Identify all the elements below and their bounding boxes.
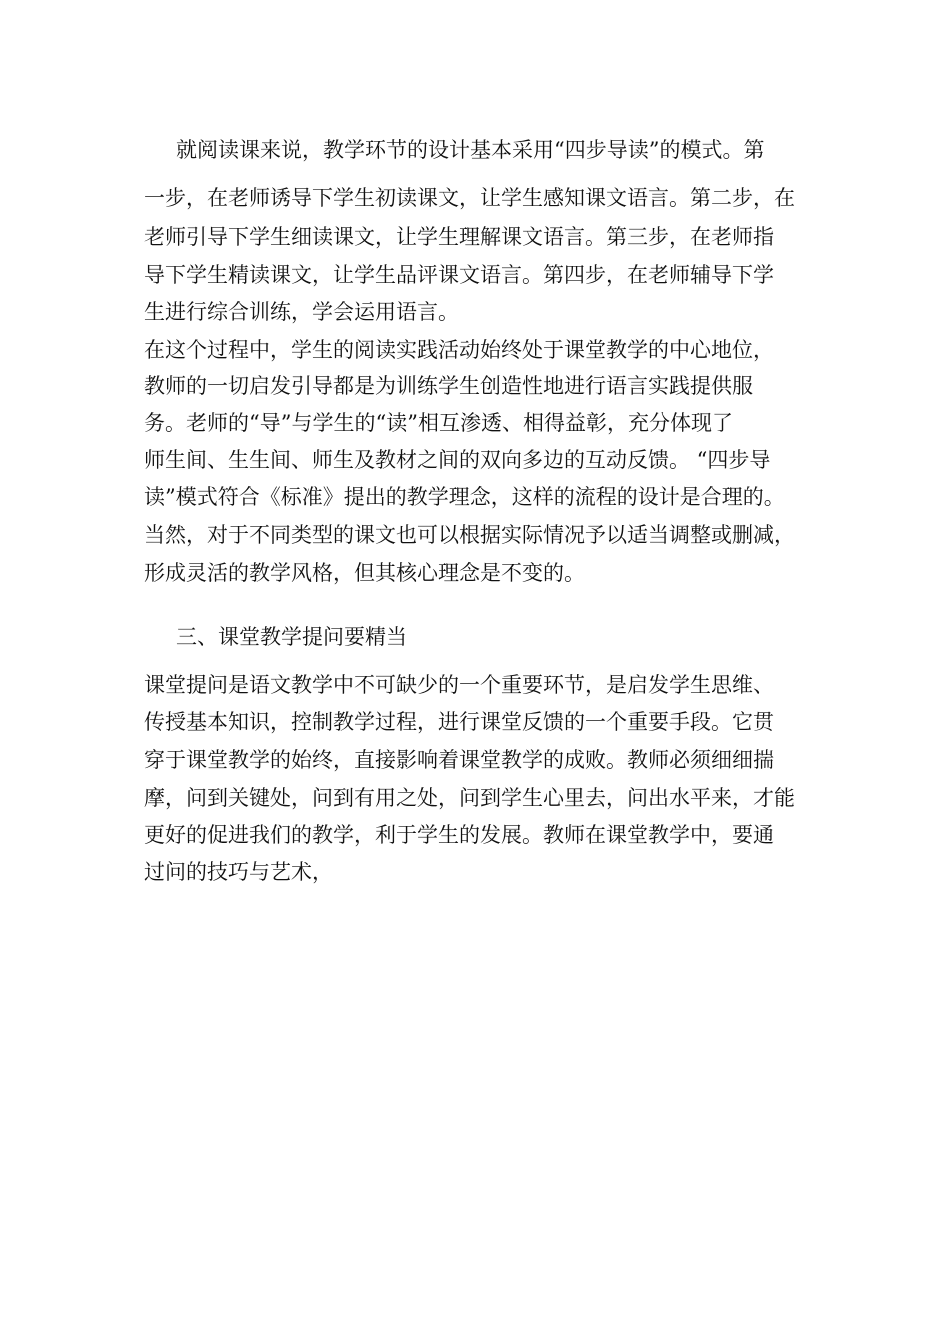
paragraph-1-line-1: 就阅读课来说，教学环节的设计基本采用“四步导读”的模式。第	[176, 138, 765, 162]
section-heading: 三、课堂教学提问要精当	[176, 625, 407, 649]
paragraph-1-line-4: 导下学生精读课文，让学生品评课文语言。第四步，在老师辅导下学	[144, 263, 774, 287]
paragraph-2-line-7: 形成灵活的教学风格，但其核心理念是不变的。	[144, 561, 585, 585]
paragraph-3-line-6: 过问的技巧与艺术，	[144, 860, 333, 884]
paragraph-3-line-3: 穿于课堂教学的始终，直接影响着课堂教学的成败。教师必须细细揣	[144, 748, 774, 772]
paragraph-2-line-4: 师生间、生生间、师生及教材之间的双向多边的互动反馈。 “四步导	[144, 448, 771, 472]
paragraph-2-line-1: 在这个过程中，学生的阅读实践活动始终处于课堂教学的中心地位，	[144, 338, 774, 362]
paragraph-1-line-2: 一步，在老师诱导下学生初读课文，让学生感知课文语言。第二步，在	[144, 186, 795, 210]
paragraph-3-line-2: 传授基本知识，控制教学过程，进行课堂反馈的一个重要手段。它贯	[144, 710, 774, 734]
paragraph-2-line-3: 务。老师的“导”与学生的“读”相互渗透、相得益彰，充分体现了	[144, 411, 733, 435]
paragraph-2-line-5: 读”模式符合《标准》提出的教学理念，这样的流程的设计是合理的。	[144, 485, 785, 509]
paragraph-3-line-5: 更好的促进我们的教学，利于学生的发展。教师在课堂教学中，要通	[144, 823, 774, 847]
paragraph-2-line-6: 当然，对于不同类型的课文也可以根据实际情况予以适当调整或删减，	[144, 523, 795, 547]
paragraph-1-line-3: 老师引导下学生细读课文，让学生理解课文语言。第三步，在老师指	[144, 225, 774, 249]
paragraph-1-line-5: 生进行综合训练，学会运用语言。	[144, 300, 459, 324]
paragraph-3-line-1: 课堂提问是语文教学中不可缺少的一个重要环节，是启发学生思维、	[144, 673, 774, 697]
paragraph-3-line-4: 摩，问到关键处，问到有用之处，问到学生心里去，问出水平来，才能	[144, 786, 795, 810]
paragraph-2-line-2: 教师的一切启发引导都是为训练学生创造性地进行语言实践提供服	[144, 374, 753, 398]
